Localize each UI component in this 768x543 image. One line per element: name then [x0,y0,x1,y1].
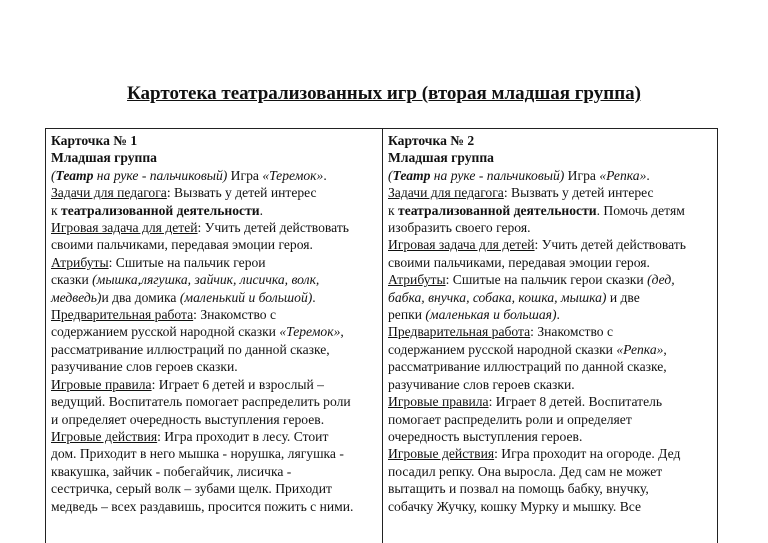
card-text-line [388,463,713,480]
text-run: (маленький и большой) [179,289,313,305]
text-run: Театр [392,167,431,183]
text-run: Игровые действия [51,428,158,444]
card-text-line [388,445,713,462]
card-text-line [51,341,378,358]
text-run: : Вызвать у детей интерес [503,185,654,201]
text-run: изобразить своего героя. [388,220,531,236]
card-text-line [51,411,378,428]
text-run: репки [388,307,426,323]
text-run: , [663,341,667,357]
card-text-line [51,236,378,253]
card-text-line [388,498,713,515]
text-run: . Помочь детям [596,202,685,218]
text-run: разучивание слов героев сказки. [388,376,575,392]
text-run: рассматривание иллюстраций по данной сказке, [51,341,330,357]
text-run: : Вызвать у детей интерес [166,185,317,201]
card-text-line [388,149,713,166]
text-run: ( [51,167,56,183]
text-run: . [323,167,327,183]
card-text-line [388,393,713,410]
text-run: . [259,202,263,218]
text-run: вытащить и позвал на помощь бабку, внучку, [388,481,649,497]
card-text-line [388,219,713,236]
text-run: собачку Жучку, кошку Мурку и мышку. Все [388,498,642,514]
text-run: Предварительная работа [388,324,531,340]
text-run: Карточка № 2 [388,133,475,148]
text-run: «Теремок» [262,167,324,183]
card-text-line [51,167,378,184]
text-run: Игровая задача для детей [51,220,198,236]
text-run: Игровые правила [388,394,489,410]
text-run: очередность выступления героев. [388,428,583,444]
text-run: на руке - пальчиковый) [430,167,565,183]
text-run: : Сшитые на пальчик герои сказки [445,272,648,288]
document-title: Картотека театрализованных игр (вторая младшая группа) [127,83,641,104]
text-run: (дед, [647,272,675,288]
text-run: Игра [227,167,263,183]
card-2 [383,129,717,543]
text-run: посадил репку. Она выросла. Дед сам не может [388,463,663,479]
text-run: : Играет 6 детей и взрослый – [151,376,324,392]
text-run: . [646,167,650,183]
text-run: медведь – всех раздавишь, просится пожить с ними. [51,498,354,514]
text-run: Атрибуты [388,272,446,288]
card-text-line [51,463,378,480]
card-text-line [388,358,713,375]
text-run: «Репка» [599,167,647,183]
text-run: , [340,324,344,340]
text-run: к [388,202,399,218]
text-run: и два домика [101,289,180,305]
text-run: : Игра проходит на огороде. Дед [494,446,681,462]
text-run: Задачи для педагога [51,185,167,201]
text-run: на руке - пальчиковый) [93,167,228,183]
card-text-line [388,480,713,497]
card-text-line [388,428,713,445]
text-run: Предварительная работа [51,307,194,323]
card-text-line [51,149,378,166]
text-run: содержанием русской народной сказки [51,324,280,340]
card-text-line [388,376,713,393]
text-run: Игровые правила [51,376,152,392]
text-run: : Играет 8 детей. Воспитатель [488,394,663,410]
card-text-line [388,271,713,288]
text-run: разучивание слов героев сказки. [51,359,238,375]
card-text-line [51,184,378,201]
text-run: «Теремок» [279,324,341,340]
card-text-line [388,289,713,306]
card-text-line [388,236,713,253]
text-run: сказки [51,272,93,288]
text-run: Театр [55,167,94,183]
card-text-line [51,202,378,219]
text-run: : Сшитые на пальчик герои [108,254,266,270]
text-run: Карточка № 1 [51,133,138,148]
card-text-line [388,306,713,323]
text-run: Младшая группа [51,150,157,166]
text-run: к [51,202,62,218]
text-run: . [556,307,560,323]
card-text-line [388,341,713,358]
text-run: Младшая группа [388,150,494,166]
card-text-line [388,323,713,340]
text-run: рассматривание иллюстраций по данной сказке, [388,359,667,375]
text-run: : Учить детей действовать [197,220,349,236]
card-text-line [388,167,713,184]
text-run: содержанием русской народной сказки [388,341,617,357]
text-run: : Учить детей действовать [534,237,686,253]
text-run: (маленькая и большая) [425,307,557,323]
card-text-line [51,254,378,271]
text-run: театрализованной деятельности [61,202,260,218]
card-text-line [51,445,378,462]
card-text-line [388,411,713,428]
text-run: Задачи для педагога [388,185,504,201]
text-run: и определяет очередность выступления героев. [51,411,325,427]
text-run: : Игра проходит в лесу. Стоит [157,428,329,444]
text-run: Игра [564,167,600,183]
text-run: «Репка» [616,341,664,357]
card-text-line [51,323,378,340]
card-text-line [388,132,713,149]
text-run: дом. Приходит в него мышка - норушка, лягушка - [51,446,344,462]
card-text-line [388,202,713,219]
card-text-line [51,376,378,393]
cards-table [45,128,718,543]
text-run: помогает распределить роли и определяет [388,411,632,427]
text-run: квакушка, зайчик - побегайчик, лисичка - [51,463,292,479]
card-text-line [388,184,713,201]
card-1 [46,129,383,543]
text-run: сестричка, серый волк – зубами щелк. Приходит [51,481,332,497]
card-text-line [51,271,378,288]
card-text-line [51,393,378,410]
text-run: своими пальчиками, передавая эмоции героя. [388,254,650,270]
text-run: ( [388,167,393,183]
text-run: театрализованной деятельности [398,202,597,218]
card-text-line [51,219,378,236]
text-run: : Знакомство с [530,324,614,340]
text-run: и две [606,289,640,305]
text-run: Атрибуты [51,254,109,270]
card-text-line [51,428,378,445]
text-run: . [312,289,316,305]
text-run: : Знакомство с [193,307,277,323]
text-run: Игровые действия [388,446,495,462]
text-run: своими пальчиками, передавая эмоции героя. [51,237,313,253]
card-text-line [51,498,378,515]
text-run: (мышка,лягушка, зайчик, лисичка, волк, [92,272,320,288]
card-text-line [51,358,378,375]
card-text-line [51,306,378,323]
card-text-line [51,132,378,149]
card-text-line [388,254,713,271]
text-run: медведь) [51,289,102,305]
text-run: Игровая задача для детей [388,237,535,253]
card-text-line [51,480,378,497]
card-text-line [51,289,378,306]
text-run: ведущий. Воспитатель помогает распределить роли [51,394,351,410]
text-run: бабка, внучка, собака, кошка, мышка) [388,289,607,305]
